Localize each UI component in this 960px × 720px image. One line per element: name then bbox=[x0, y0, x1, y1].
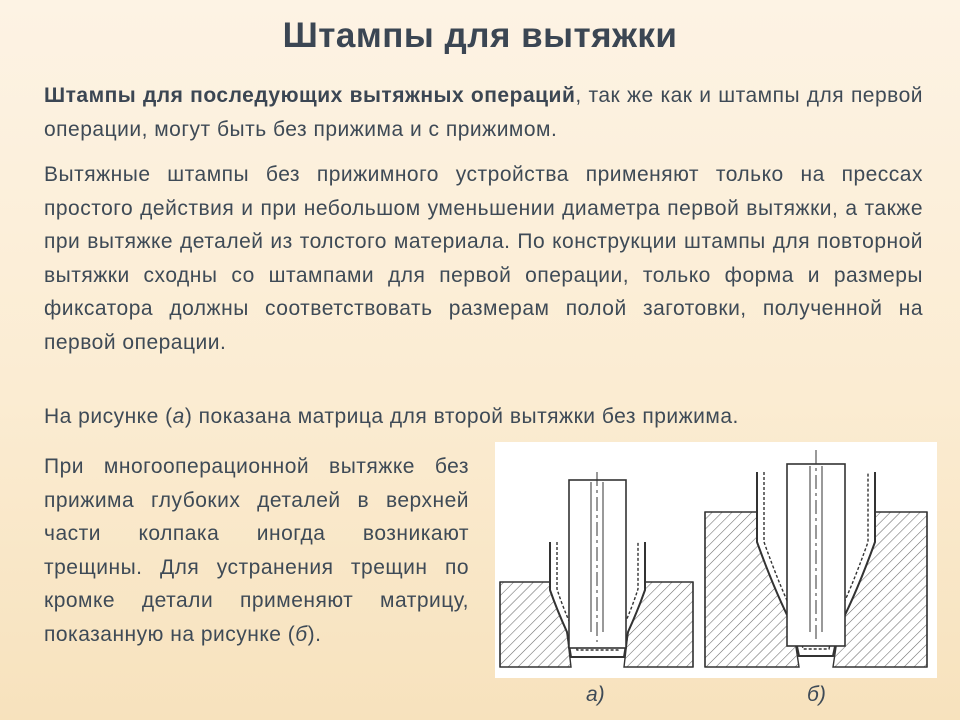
ref-a-before: На рисунке ( bbox=[44, 405, 173, 428]
page-title: Штампы для вытяжки bbox=[282, 16, 678, 55]
intro-paragraph bbox=[44, 79, 923, 146]
die-drawings-figure bbox=[495, 442, 937, 678]
intro-bold-phrase: Штампы для последующих вытяжных операций bbox=[44, 84, 576, 107]
cracks-paragraph bbox=[44, 450, 469, 651]
figure-caption-a: а) bbox=[586, 683, 605, 706]
ref-b-before: При многооперационной вытяжке без прижима глубоких деталей в верхней части колпака иногда возникают трещины. Для устранения трещин по кромке детали применяют матрицу, показанную на рисунке ( bbox=[44, 455, 469, 646]
ref-a-after: ) показана матрица для второй вытяжки без прижима. bbox=[184, 405, 739, 428]
ref-b-label: б bbox=[295, 622, 308, 646]
intro-rest: , так же как и штампы для первой операции, могут быть без прижима и с прижимом. bbox=[44, 84, 924, 141]
die-drawing-b bbox=[705, 450, 927, 667]
description-paragraph: Вытяжные штампы без прижимного устройства применяют только на прессах простого действия и при небольшом уменьшении диаметра первой вытяжки, а также при вытяжке деталей из толстого материала. По конструкции штампы для повторной вытяжки сходны со штампами для первой операции, только форма и размеры фиксатора должны соответствовать размерам полой заготовки, полученной на первой операции. bbox=[44, 163, 923, 354]
ref-b-after: ). bbox=[307, 622, 322, 646]
ref-a-label: а bbox=[172, 405, 185, 428]
die-drawing-a bbox=[500, 472, 693, 667]
figure-caption-b: б) bbox=[807, 683, 826, 706]
figure-a-reference-paragraph bbox=[44, 400, 923, 434]
